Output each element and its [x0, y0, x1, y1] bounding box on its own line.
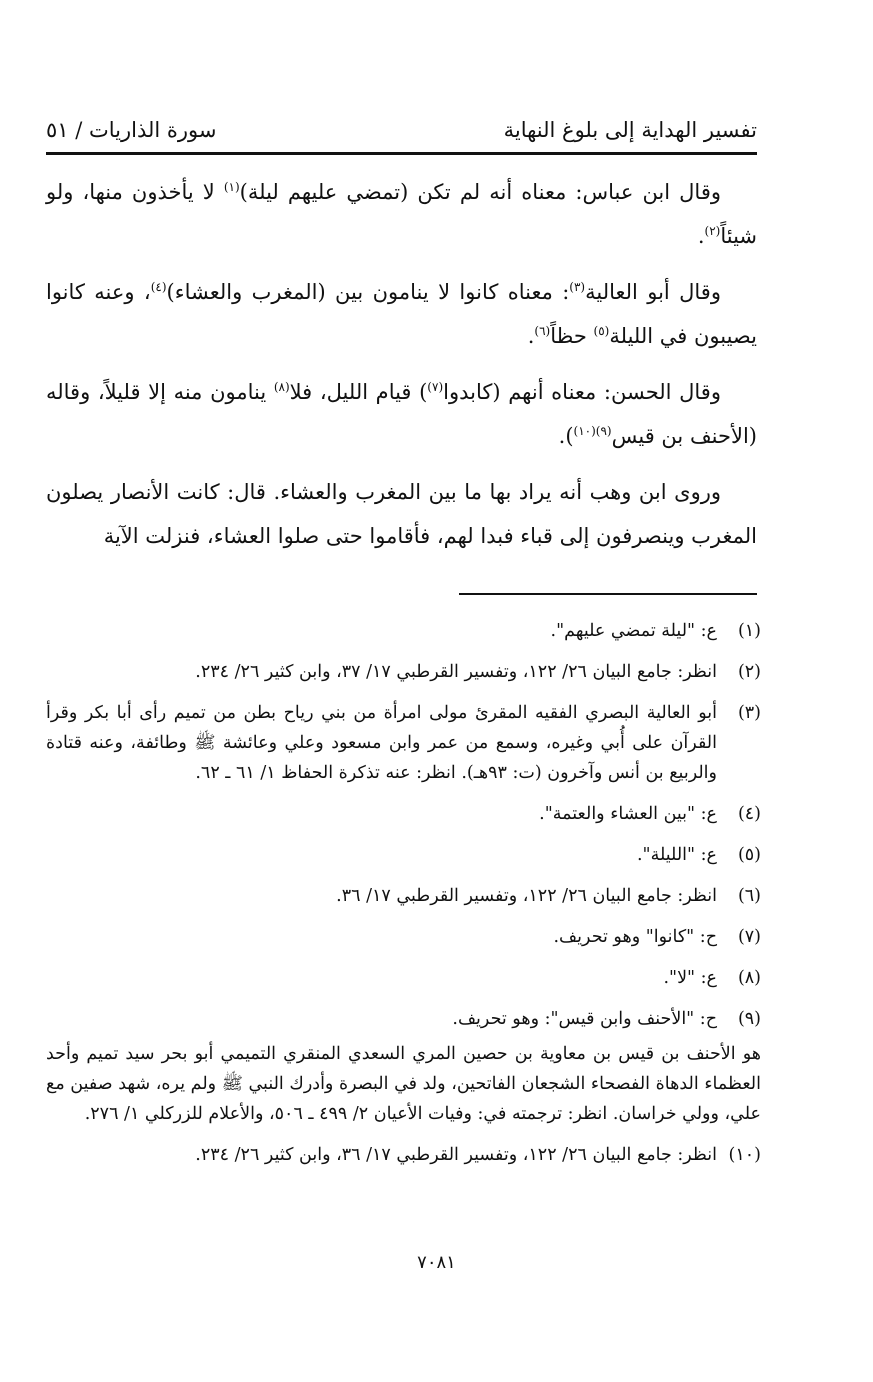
footnote-number: (٥) [737, 845, 761, 865]
running-header [46, 112, 757, 148]
footnote-text: ع: "لا". [663, 968, 717, 988]
footnote-separator [459, 593, 757, 595]
footnote-marker: (٦) [534, 324, 551, 338]
footnote-text: ح: "كانوا" وهو تحريف. [553, 927, 717, 947]
main-text [46, 170, 757, 570]
footnote-marker: (١٠) [573, 424, 596, 438]
footnotes [46, 616, 761, 1181]
header-rule [46, 152, 757, 155]
text-run: ). [558, 424, 574, 448]
footnote [46, 922, 761, 952]
footnote-marker: (٥) [593, 324, 610, 338]
footnote-number: (٢) [737, 662, 761, 682]
text-run: ينامون منه إلا قليلاً، وقاله (الأحنف بن قيس [46, 380, 757, 448]
paragraph-2 [46, 270, 757, 358]
footnote-marker: (٧) [427, 380, 444, 394]
footnote-number: (١) [737, 621, 761, 641]
footnote-text: انظر: جامع البيان ٢٦/ ١٢٢، وتفسير القرطبي ١٧/ ٣٧، وابن كثير ٢٦/ ٢٣٤. [195, 662, 717, 682]
footnote-text: انظر: جامع البيان ٢٦/ ١٢٢، وتفسير القرطبي ١٧/ ٣٦. [336, 886, 717, 906]
footnote-text: انظر: جامع البيان ٢٦/ ١٢٢، وتفسير القرطبي ١٧/ ٣٦، وابن كثير ٢٦/ ٢٣٤. [195, 1145, 717, 1165]
footnote-marker: (٨) [273, 380, 290, 394]
text-run: لا يأخذون منها، ولو شيئاً [46, 180, 757, 248]
footnote-marker: (٩) [595, 424, 612, 438]
footnote [46, 881, 761, 911]
footnote-text: ح: "الأحنف وابن قيس": وهو تحريف. [452, 1009, 717, 1029]
footnote-continuation: هو الأحنف بن قيس بن معاوية بن حصين المري السعدي المنقري التميمي أبو بحر سيد تميم وأحد العظماء الدهاة الفصحاء الشجعان الفاتحين، ولد في البصرة وأدرك النبي ﷺ ولم يره، شهد صفين مع علي، وولي خراسان. انظر: ترجمته في: وفيات الأعيان ٢/ ٤٩٩ ـ ٥٠٦، والأعلام للزركلي ١/ ٢٧٦. [46, 1044, 761, 1124]
footnote-number: (٣) [737, 703, 761, 723]
text-run: : معناه كانوا لا ينامون بين (المغرب والعشاء) [166, 280, 570, 304]
footnote-number: (٦) [737, 886, 761, 906]
page-number: ٧٠٨١ [417, 1252, 456, 1273]
text-run: ) قيام الليل، فلا [289, 380, 428, 404]
footnote-number: (٨) [737, 968, 761, 988]
footnote-marker: (٤) [150, 280, 167, 294]
footnote-text: ع: "بين العشاء والعتمة". [539, 804, 717, 824]
footnote-text: ع: "ليلة تمضي عليهم". [550, 621, 717, 641]
footnote-marker: (١) [223, 180, 240, 194]
footnote-marker: (٣) [569, 280, 586, 294]
text-run: وقال الحسن: معناه أنهم (كابدوا [443, 380, 721, 404]
footnote [46, 799, 761, 829]
text-run: ، وعنه كانوا يصيبون في الليلة [46, 280, 757, 348]
footnote-marker: (٢) [704, 224, 721, 238]
paragraph-1 [46, 170, 757, 258]
paragraph-3 [46, 370, 757, 458]
text-run: . [697, 224, 705, 248]
footnote [46, 1004, 761, 1034]
footnote [46, 698, 761, 788]
text-run: وقال أبو العالية [585, 280, 721, 304]
footnote-text: ع: "الليلة". [636, 845, 717, 865]
surah-reference: سورة الذاريات / ٥١ [46, 118, 217, 142]
footnote [46, 963, 761, 993]
book-title: تفسير الهداية إلى بلوغ النهاية [503, 118, 757, 142]
footnote [46, 616, 761, 646]
footnote [46, 657, 761, 687]
footnote-number: (١٠) [728, 1145, 761, 1165]
footnote-text: أبو العالية البصري الفقيه المقرئ مولى امرأة من بني رياح بطن من تميم رأى أبا بكر وقرأ القرآن على أُبي وغيره، وسمع من عمر وابن مسعود وعلي وعائشة ﷺ وطائفة، وعنه قتادة والربيع بن أنس وآخرون (ت: ٩٣هـ). انظر: عنه تذكرة الحفاظ ١/ ٦١ ـ ٦٢. [46, 703, 717, 783]
text-run: . [527, 324, 535, 348]
footnote [46, 840, 761, 870]
text-run: حظاً [550, 324, 594, 348]
text-run: وقال ابن عباس: معناه أنه لم تكن (تمضي عليهم ليلة) [239, 180, 721, 204]
footnote [46, 1140, 761, 1170]
footnote-number: (٧) [737, 927, 761, 947]
footnote-number: (٩) [737, 1009, 761, 1029]
paragraph-4: وروى ابن وهب أنه يراد بها ما بين المغرب والعشاء. قال: كانت الأنصار يصلون المغرب وينصرفون إلى قباء فبدا لهم، فأقاموا حتى صلوا العشاء، فنزلت الآية [46, 480, 757, 548]
footnote-number: (٤) [737, 804, 761, 824]
